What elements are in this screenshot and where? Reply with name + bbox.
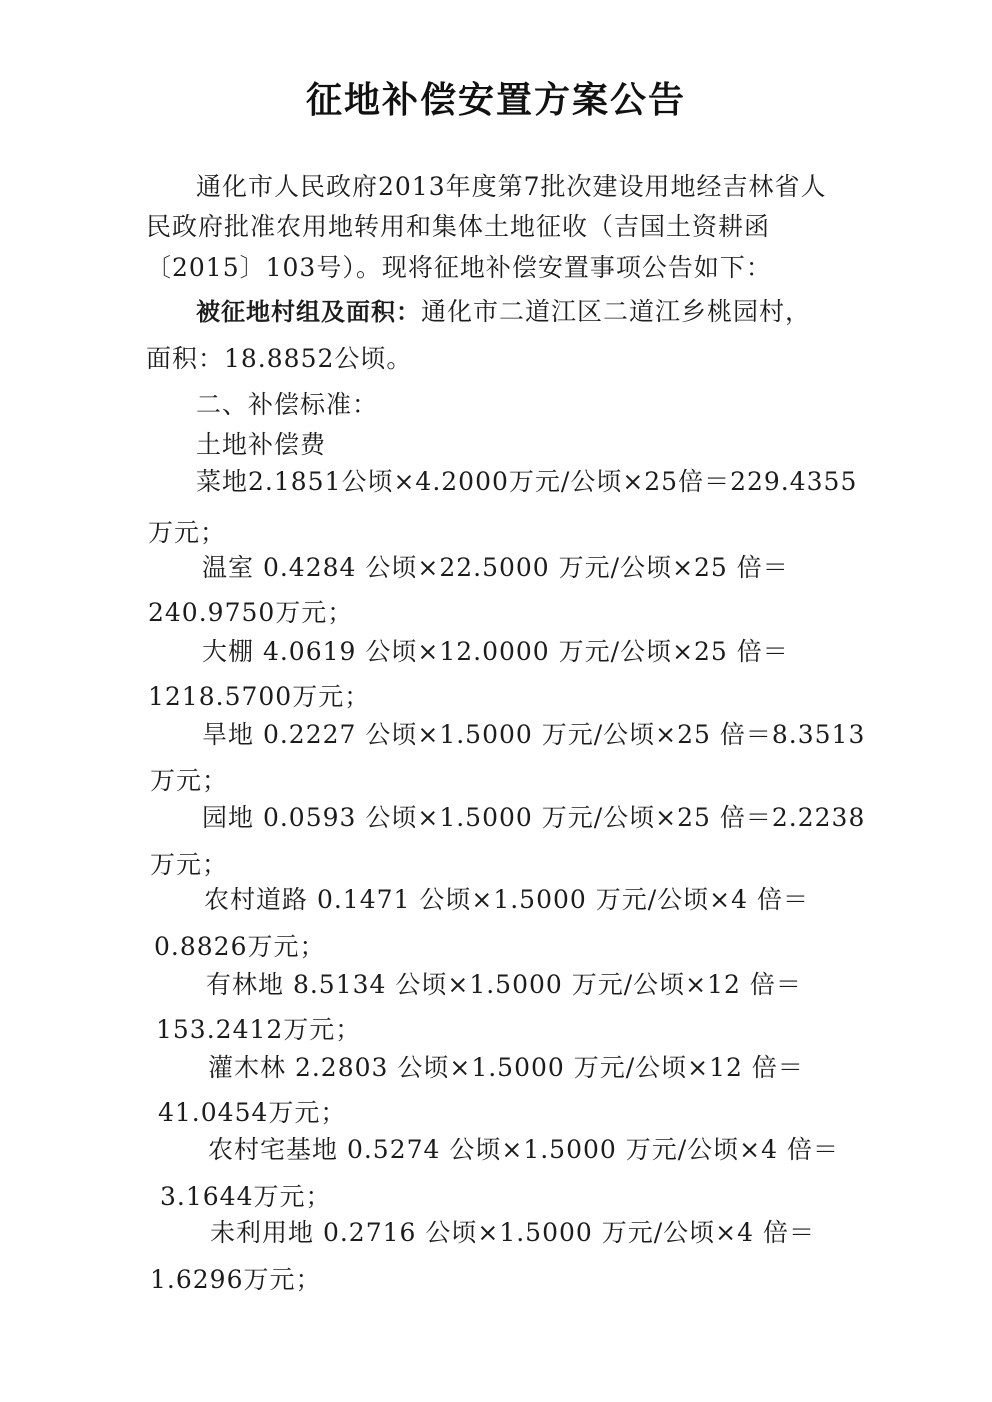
item-garden-land-line1: 园地 0.0593 公顷×1.5000 万元/公顷×25 倍＝2.2238 <box>202 803 866 832</box>
item-shrub-land-line2: 41.0454万元； <box>158 1098 347 1127</box>
area-label: 被征地村组及面积： <box>196 298 421 326</box>
item-greenhouse-line1: 温室 0.4284 公顷×22.5000 万元/公顷×25 倍＝ <box>202 553 789 582</box>
item-garden-land-line2: 万元； <box>150 850 229 879</box>
item-shed-line1: 大棚 4.0619 公顷×12.0000 万元/公顷×25 倍＝ <box>202 637 789 666</box>
land-fee-heading: 土地补偿费 <box>196 430 327 459</box>
intro-line-3: 〔2015〕103号）。现将征地补偿安置事项公告如下： <box>146 253 772 282</box>
document-title: 征地补偿安置方案公告 <box>305 80 686 121</box>
item-shed-line2: 1218.5700万元； <box>148 682 371 711</box>
item-dry-land-line2: 万元； <box>150 766 229 795</box>
item-vegetable-land-line2: 万元； <box>148 518 227 547</box>
area-size: 面积：18.8852公顷。 <box>146 344 413 373</box>
section-two-heading: 二、补偿标准： <box>196 390 379 419</box>
area-line <box>196 297 811 327</box>
item-rural-road-line1: 农村道路 0.1471 公顷×1.5000 万元/公顷×4 倍＝ <box>204 885 809 914</box>
item-rural-road-line2: 0.8826万元； <box>154 932 326 961</box>
item-homestead-line1: 农村宅基地 0.5274 公顷×1.5000 万元/公顷×4 倍＝ <box>208 1135 839 1164</box>
item-vegetable-land-line1: 菜地2.1851公顷×4.2000万元/公顷×25倍＝229.4355 <box>196 467 858 496</box>
item-shrub-land-line1: 灌木林 2.2803 公顷×1.5000 万元/公顷×12 倍＝ <box>208 1053 804 1082</box>
item-unused-land-line1: 未利用地 0.2716 公顷×1.5000 万元/公顷×4 倍＝ <box>210 1218 815 1247</box>
item-unused-land-line2: 1.6296万元； <box>150 1265 322 1294</box>
item-forest-land-line1: 有林地 8.5134 公顷×1.5000 万元/公顷×12 倍＝ <box>206 970 802 999</box>
item-forest-land-line2: 153.2412万元； <box>156 1015 362 1044</box>
item-homestead-line2: 3.1644万元； <box>160 1182 332 1211</box>
intro-line-2: 民政府批准农用地转用和集体土地征收（吉国土资耕函 <box>146 212 771 241</box>
intro-line-1: 通化市人民政府2013年度第7批次建设用地经吉林省人 <box>196 172 827 201</box>
item-dry-land-line1: 旱地 0.2227 公顷×1.5000 万元/公顷×25 倍＝8.3513 <box>202 720 866 749</box>
item-greenhouse-line2: 240.9750万元； <box>148 598 354 627</box>
area-village: 通化市二道江区二道江乡桃园村， <box>421 297 812 326</box>
